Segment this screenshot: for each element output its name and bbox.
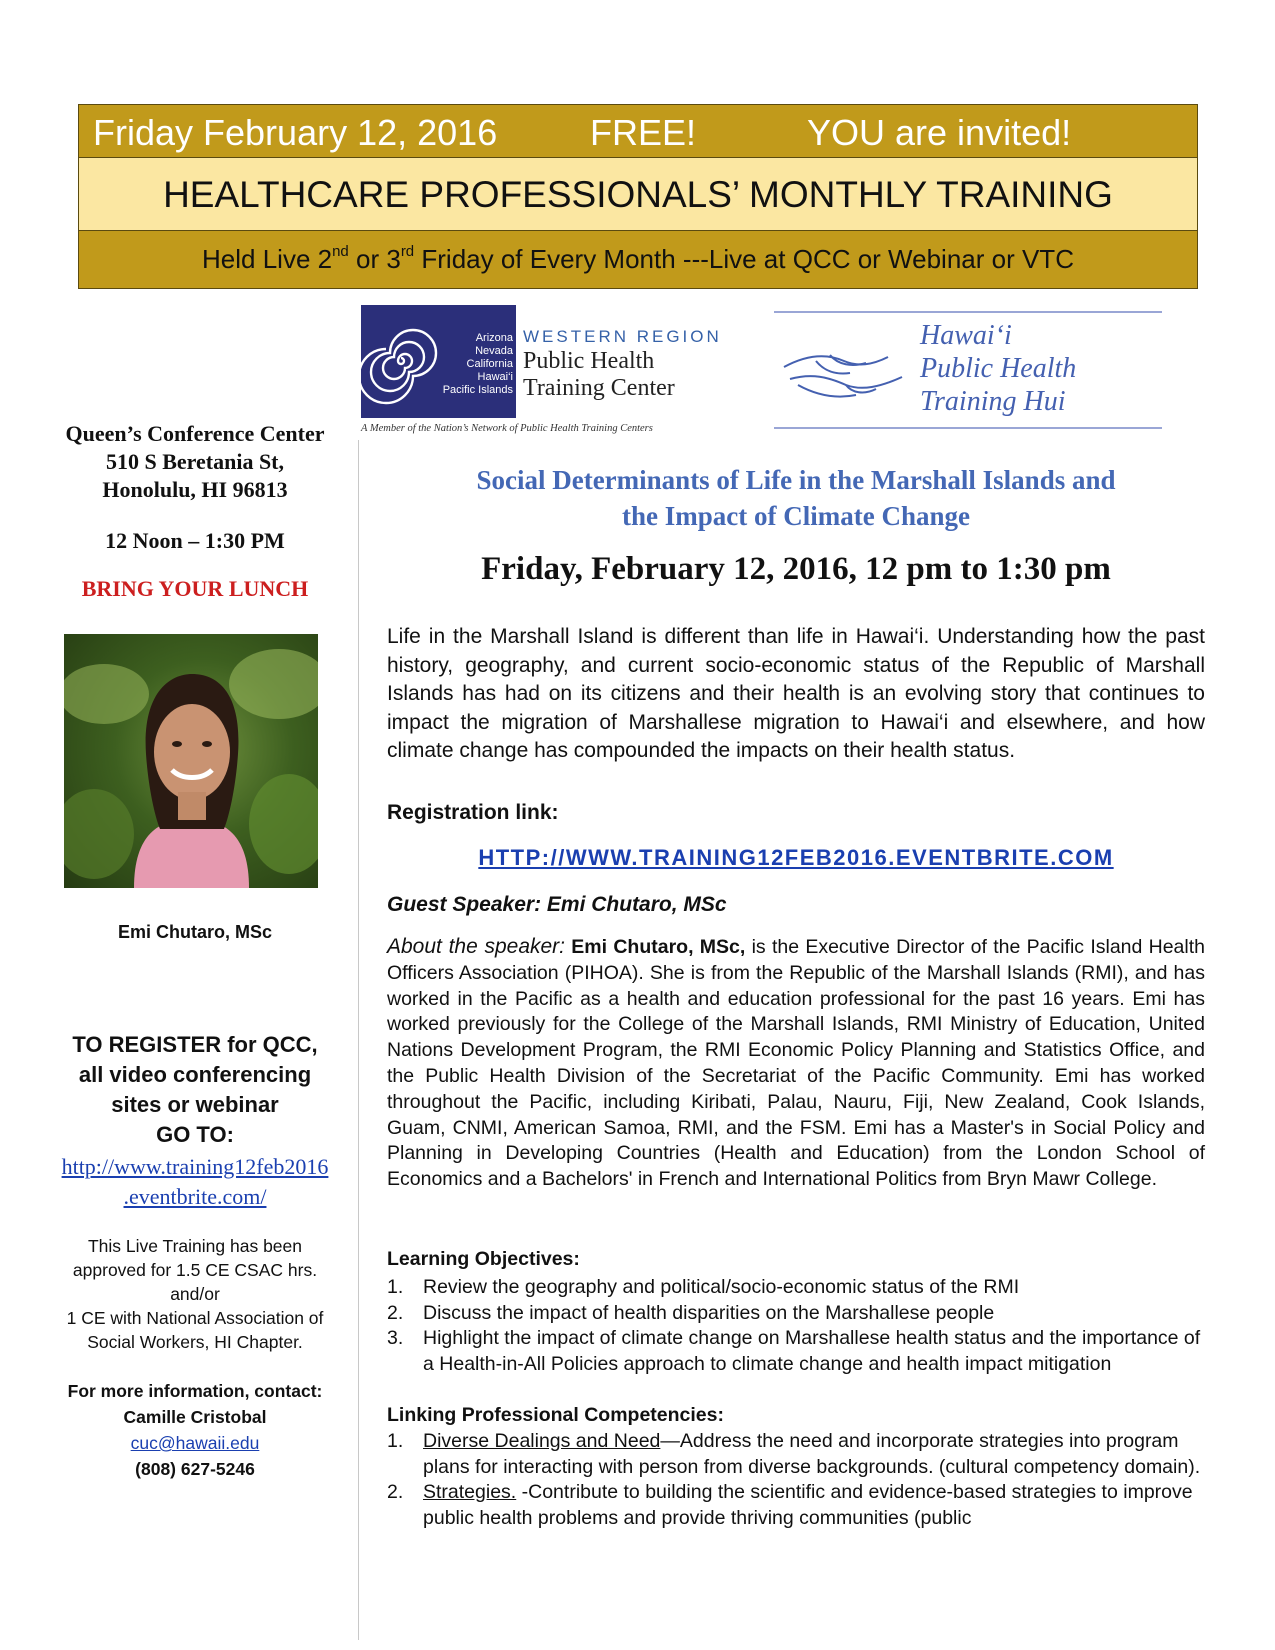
invited-label: YOU are invited! <box>807 112 1072 153</box>
list-item <box>387 1326 1205 1377</box>
ce-line: approved for 1.5 CE CSAC hrs. <box>72 1260 318 1280</box>
contact-label: For more information, contact: <box>67 1381 323 1401</box>
bring-lunch-notice: BRING YOUR LUNCH <box>81 576 309 601</box>
sidebar-registration-link[interactable] <box>30 1152 360 1212</box>
contact-name: Camille Cristobal <box>123 1407 267 1427</box>
bio-name: Emi Chutaro, MSc, <box>571 936 746 958</box>
speaker-photo-caption: Emi Chutaro, MSc <box>117 922 273 942</box>
wr-states-list <box>439 332 513 397</box>
page-cutoff <box>387 1636 1205 1650</box>
list-item <box>387 1275 1205 1301</box>
wr-state: Arizona <box>475 332 513 344</box>
list-number: 2. <box>387 1481 404 1503</box>
hphh-name <box>920 319 1076 418</box>
hphh-line: Hawai‘i <box>920 320 1012 351</box>
competency-term: Diverse Dealings and Need <box>423 1430 661 1452</box>
ce-line: and/or <box>170 1284 220 1304</box>
schedule-text-2: or 3 <box>348 244 401 274</box>
ce-line: This Live Training has been <box>87 1236 303 1256</box>
schedule-sup-1: nd <box>332 243 349 260</box>
event-date: Friday February 12, 2016 <box>93 112 498 153</box>
wr-state: California <box>466 358 513 370</box>
bio-body: is the Executive Director of the Pacific Island Health Officers Association (PIHOA). She is from the Republic of the Marshall Islands (RMI), and has worked in the Pacific as a health and education professional for the past 16 years. Emi has worked previously for the College of the Marshall Islands, RMI Ministry of Education, United Nations Development Program, the RMI Economic Policy Planning and Statistics Office, and the Public Health Division of the Secretariat of the Pacific Community. Emi has worked throughout the Pacific, including Kiribati, Palau, Nauru, Fiji, New Zealand, Cook Islands, Guam, CNMI, American Samoa, RMI, and the FSM. Emi has a Master's in Social Policy and Planning in Developing Countries (Health and Education) from the London School of Economics and a Bachelors' in French and International Politics from Bryn Mawr College. <box>387 936 1205 1191</box>
header-banner <box>78 104 1198 289</box>
list-text: -Contribute to building the scientific and evidence-based strategies to improve public health problems and provide thriving communities (public <box>423 1481 1193 1529</box>
session-title-line: the Impact of Climate Change <box>622 501 970 531</box>
competency-term: Strategies. <box>423 1481 517 1503</box>
registration-label: Registration link: <box>387 801 559 824</box>
schedule-sup-2: rd <box>400 243 415 260</box>
register-line: GO TO: <box>156 1122 234 1147</box>
wr-region-label: WESTERN REGION <box>523 327 722 346</box>
speaker-bio <box>387 934 1205 1193</box>
wr-name-line: Public Health <box>523 348 655 374</box>
hphh-line: Public Health <box>920 353 1077 384</box>
registration-url-link[interactable]: HTTP://WWW.TRAINING12FEB2016.EVENTBRITE.COM <box>478 845 1114 870</box>
speaker-photo <box>64 634 318 888</box>
spiral-icon <box>361 305 441 418</box>
list-number: 2. <box>387 1301 404 1324</box>
training-title: HEALTHCARE PROFESSIONALS’ MONTHLY TRAINING <box>79 157 1197 231</box>
contact-phone: (808) 627-5246 <box>135 1459 255 1479</box>
session-description: Life in the Marshall Island is different than life in Hawai‘i. Understanding how the past history, geography, and current socio-economic status of the Republic of Marshall Islands has had on its citizens and their health is an evolving story that continues to impact the migration of Marshallese migration to Hawai‘i and elsewhere, and how climate change has compounded the impacts on their health status. <box>387 625 1205 762</box>
list-item <box>387 1429 1205 1480</box>
register-instructions <box>30 1030 360 1150</box>
register-line: all video conferencing <box>78 1062 312 1087</box>
banner-top-strip <box>79 105 1197 157</box>
hphh-line: Training Hui <box>920 386 1066 417</box>
schedule-text-3: Friday of Every Month ---Live at QCC or Webinar or VTC <box>414 244 1074 274</box>
column-divider <box>358 440 359 1640</box>
contact-info <box>30 1378 360 1482</box>
wr-member-tagline: A Member of the Nation’s Network of Public Health Training Centers <box>361 423 653 434</box>
register-line: sites or webinar <box>111 1092 279 1117</box>
session-date: Friday, February 12, 2016, 12 pm to 1:30 pm <box>481 551 1111 587</box>
wr-logo-box <box>361 305 516 418</box>
free-label: FREE! <box>590 112 697 153</box>
wr-state: Nevada <box>475 345 513 357</box>
competencies-list <box>387 1429 1205 1531</box>
wr-name-line: Training Center <box>523 375 675 401</box>
objectives-list <box>387 1275 1205 1377</box>
schedule-line <box>79 231 1197 288</box>
list-text: Review the geography and political/socio-economic status of the RMI <box>423 1276 1020 1298</box>
western-region-logo <box>361 305 741 435</box>
list-text: Highlight the impact of climate change on Marshallese health status and the importance of a Health-in-All Policies approach to climate change and health impact mitigation <box>423 1327 1201 1375</box>
competencies-heading: Linking Professional Competencies: <box>387 1404 724 1426</box>
ce-line: 1 CE with National Association of <box>66 1308 324 1328</box>
wr-center-name <box>523 348 675 402</box>
wr-state: Pacific Islands <box>442 384 513 396</box>
list-text: Discuss the impact of health disparities on the Marshallese people <box>423 1301 995 1324</box>
list-number: 1. <box>387 1276 404 1298</box>
ce-line: Social Workers, HI Chapter. <box>87 1332 303 1352</box>
handshake-icon <box>776 315 916 425</box>
link-line[interactable]: http://www.training12feb2016 <box>61 1154 329 1179</box>
venue-line: 510 S Beretania St, <box>105 449 285 474</box>
venue-address <box>30 420 360 504</box>
bio-lead: About the speaker: <box>387 935 566 958</box>
ce-credits-info <box>30 1234 360 1354</box>
venue-line: Honolulu, HI 96813 <box>102 477 288 502</box>
list-item <box>387 1301 1205 1327</box>
link-line[interactable]: .eventbrite.com/ <box>123 1184 267 1209</box>
list-number: 1. <box>387 1430 404 1452</box>
venue-line: Queen’s Conference Center <box>65 421 325 446</box>
wr-state: Hawai‘i <box>477 371 513 383</box>
session-title-line: Social Determinants of Life in the Marshall Islands and <box>476 465 1116 495</box>
list-text: —Address the need and incorporate strategies into program plans for interacting with person from diverse backgrounds. (cultural competency domain). <box>423 1430 1201 1478</box>
register-line: TO REGISTER for QCC, <box>72 1032 318 1057</box>
list-item <box>387 1480 1205 1531</box>
schedule-text-1: Held Live 2 <box>202 244 333 274</box>
list-number: 3. <box>387 1327 404 1349</box>
event-time: 12 Noon – 1:30 PM <box>105 528 285 553</box>
speaker-portrait-icon <box>64 634 318 888</box>
contact-email-link[interactable]: cuc@hawaii.edu <box>130 1433 260 1453</box>
session-title <box>387 462 1205 534</box>
objectives-heading: Learning Objectives: <box>387 1248 580 1270</box>
guest-speaker-heading: Guest Speaker: Emi Chutaro, MSc <box>387 893 727 916</box>
hawaii-public-health-logo <box>774 311 1162 429</box>
